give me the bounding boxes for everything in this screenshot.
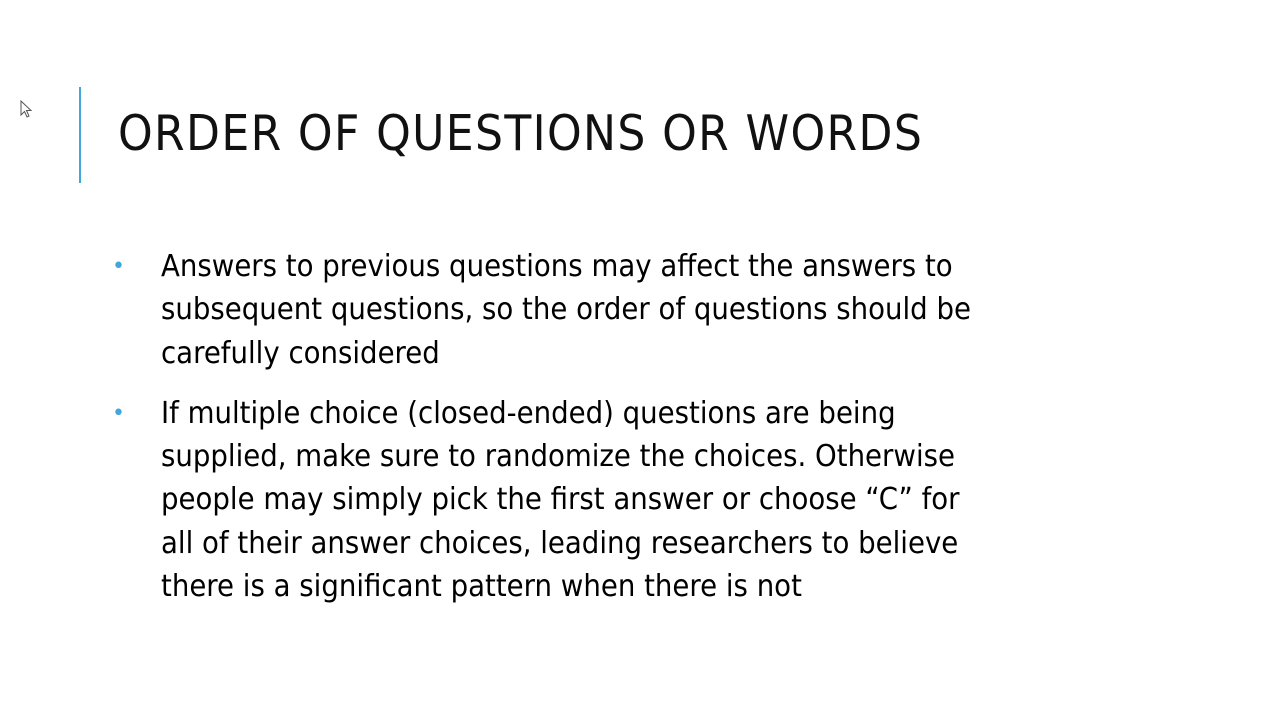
bullet-text (161, 245, 1036, 375)
bullet-dot-icon: • (112, 400, 125, 426)
title-accent-line (79, 87, 81, 183)
bullet-line: people may simply pick the first answer or choose “C” for (161, 482, 960, 518)
bullet-line: subsequent questions, so the order of questions should be (161, 292, 971, 328)
bullet-line: there is a significant pattern when there is not (161, 569, 802, 605)
bullet-item (112, 245, 1112, 375)
bullet-item (112, 392, 1112, 608)
bullet-text (161, 392, 1036, 608)
mouse-pointer-icon (20, 100, 34, 120)
bullet-line: all of their answer choices, leading researchers to believe (161, 525, 959, 561)
bullet-line: carefully considered (161, 335, 440, 371)
bullet-dot-icon: • (112, 254, 125, 279)
bullet-list (112, 245, 1112, 625)
bullet-line: If multiple choice (closed-ended) questions are being (161, 395, 896, 431)
bullet-line: Answers to previous questions may affect the answers to (161, 249, 953, 284)
slide-title: ORDER OF QUESTIONS OR WORDS (118, 105, 924, 162)
bullet-line: supplied, make sure to randomize the choices. Otherwise (161, 439, 955, 475)
